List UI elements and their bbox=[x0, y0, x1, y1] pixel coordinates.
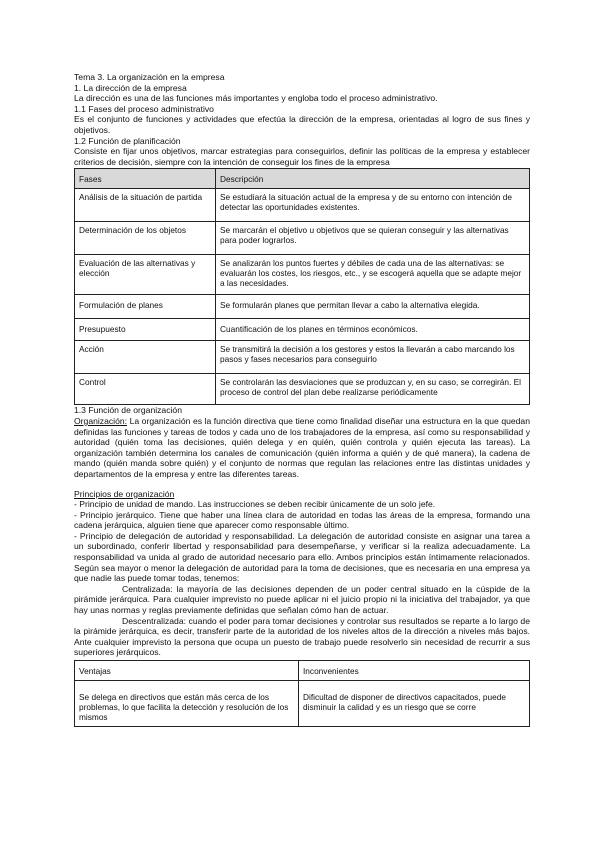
header-disadvantages: Inconvenientes bbox=[299, 661, 530, 681]
table-row bbox=[75, 189, 530, 222]
organization-paragraph bbox=[74, 416, 530, 480]
table-row bbox=[75, 341, 530, 374]
header-advantages: Ventajas bbox=[75, 661, 299, 681]
description-cell: Se controlarán las desviaciones que se produzcan y, en su caso, se corregirán. El proceso de control del plan debe realizarse periódicamente bbox=[216, 374, 530, 405]
section-1-3-heading: 1.3 Función de organización bbox=[74, 405, 182, 416]
document-title: Tema 3. La organización en la empresa bbox=[74, 72, 225, 82]
section-1-2-text: Consiste en fijar unos objetivos, marcar estrategias para conseguirlos, definir las políticas de la empresa y establecer criterios de decisión, siempre con la intención de conseguir los fines de la empresa bbox=[74, 146, 530, 167]
decentralized-text: Descentralizada: cuando el poder para tomar decisiones y controlar sus resultados se reparte a lo largo de la pirámide jerárquica, es decir, transferir parte de la autoridad de los niveles altos de la dirección a niveles más bajos. Ante cualquier imprevisto la persona que ocupa un puesto de trabajo puede resolverlo sin necesidad de recurrir a sus superiores jerárquicos. bbox=[74, 615, 530, 658]
disadvantages-cell: Dificultad de disponer de directivos capacitados, puede disminuir la calidad y es un riesgo que se corre bbox=[299, 681, 530, 727]
description-cell: Se transmitirá la decisión a los gestores y estos la llevarán a cabo marcando los pasos y fases necesarios para conseguirlo bbox=[216, 341, 530, 374]
section-1-1-text: Es el conjunto de funciones y actividades que efectúa la dirección de la empresa, orientadas al logro de sus fines y objetivos. bbox=[74, 114, 530, 135]
organization-label: Organización: bbox=[74, 415, 128, 426]
description-cell: Se estudiará la situación actual de la empresa y de su entorno con intención de detectar las oportunidades existentes. bbox=[216, 189, 530, 222]
phases-table bbox=[74, 168, 530, 405]
description-cell: Cuantificación de los planes en términos económicos. bbox=[216, 319, 530, 341]
table-row bbox=[75, 222, 530, 255]
phase-cell: Presupuesto bbox=[75, 319, 216, 341]
table-header-row bbox=[75, 661, 530, 681]
centralized-text: Centralizada: la mayoría de las decisiones dependen de un poder central situado en la cúspide de la pirámide jerárquica. Para cualquier imprevisto no puede aplicar ni el juicio propio ni la iniciativa del trabajador, ya que hay unas normas y reglas previamente definidas que señalan cómo han de actuar. bbox=[74, 583, 530, 616]
principle-delegation: - Principio de delegación de autoridad y responsabilidad. La delegación de autoridad consiste en asignar una tarea a un subordinado, conferir libertad y responsabilidad para desempeñarse, y verificar si la realiza adecuadamente. La responsabilidad va unida al grado de autoridad necesario para ello. Ambos principios están íntimamente relacionados. Según sea mayor o menor la delegación de autoridad para la toma de decisiones, que es necesaria en una empresa ya que nadie las puede tomar todas, tenemos: bbox=[74, 530, 530, 584]
document-body bbox=[74, 72, 530, 727]
header-description: Descripción bbox=[216, 169, 530, 189]
section-1-1-heading: 1.1 Fases del proceso administrativo bbox=[74, 103, 214, 114]
principle-hierarchy: - Principio jerárquico. Tiene que haber una línea clara de autoridad en todas las áreas de la empresa, formando una cadena jerárquica, alguien tiene que aparecer como responsable último. bbox=[74, 509, 530, 531]
advantages-cell: Se delega en directivos que están más cerca de los problemas, lo que facilita la detección y resolución de los mismos bbox=[75, 681, 299, 727]
phase-cell: Análisis de la situación de partida bbox=[75, 189, 216, 222]
organization-text: La organización es la función directiva que tiene como finalidad diseñar una estructura en la que quedan definidas las funciones y tareas de todos y cada uno de los trabajadores de la empresa, así como su responsabilidad y autoridad (quién toma las decisiones, quién delega y en quién, quién controla y quién ejecuta las tareas). La organización también determina los canales de comunicación (quién informa a quién y de qué manera), la cadena de mando (quién manda sobre quién) y el conjunto de normas que regulan las relaciones entre las distintas unidades y departamentos de la empresa y entre las diferentes tareas. bbox=[74, 415, 530, 479]
header-phases: Fases bbox=[75, 169, 216, 189]
table-row bbox=[75, 374, 530, 405]
section-1-text: La dirección es una de las funciones más importantes y engloba todo el proceso administrativo. bbox=[74, 93, 438, 104]
phase-cell: Control bbox=[75, 374, 216, 405]
section-1-heading: 1. La dirección de la empresa bbox=[74, 82, 187, 93]
pros-cons-table bbox=[74, 660, 530, 727]
description-cell: Se analizarán los puntos fuertes y débiles de cada una de las alternativas: se evaluarán los costes, los riesgos, etc., y se escogerá aquella que se adapte mejor a las necesidades. bbox=[216, 255, 530, 295]
table-row bbox=[75, 681, 530, 727]
table-header-row bbox=[75, 169, 530, 189]
phase-cell: Determinación de los objetos bbox=[75, 222, 216, 255]
principle-unity: - Principio de unidad de mando. Las instrucciones se deben recibir únicamente de un solo jefe. bbox=[74, 499, 436, 510]
principles-heading: Principios de organización bbox=[74, 488, 175, 499]
section-1-2-heading: 1.2 Función de planificación bbox=[74, 135, 181, 146]
table-row bbox=[75, 319, 530, 341]
table-row bbox=[75, 295, 530, 319]
phase-cell: Evaluación de las alternativas y elección bbox=[75, 255, 216, 295]
phase-cell: Acción bbox=[75, 341, 216, 374]
description-cell: Se marcarán el objetivo u objetivos que se quieran conseguir y las alternativas para poder lograrlos. bbox=[216, 222, 530, 255]
description-cell: Se formularán planes que permitan llevar a cabo la alternativa elegida. bbox=[216, 295, 530, 319]
phase-cell: Formulación de planes bbox=[75, 295, 216, 319]
table-row bbox=[75, 255, 530, 295]
